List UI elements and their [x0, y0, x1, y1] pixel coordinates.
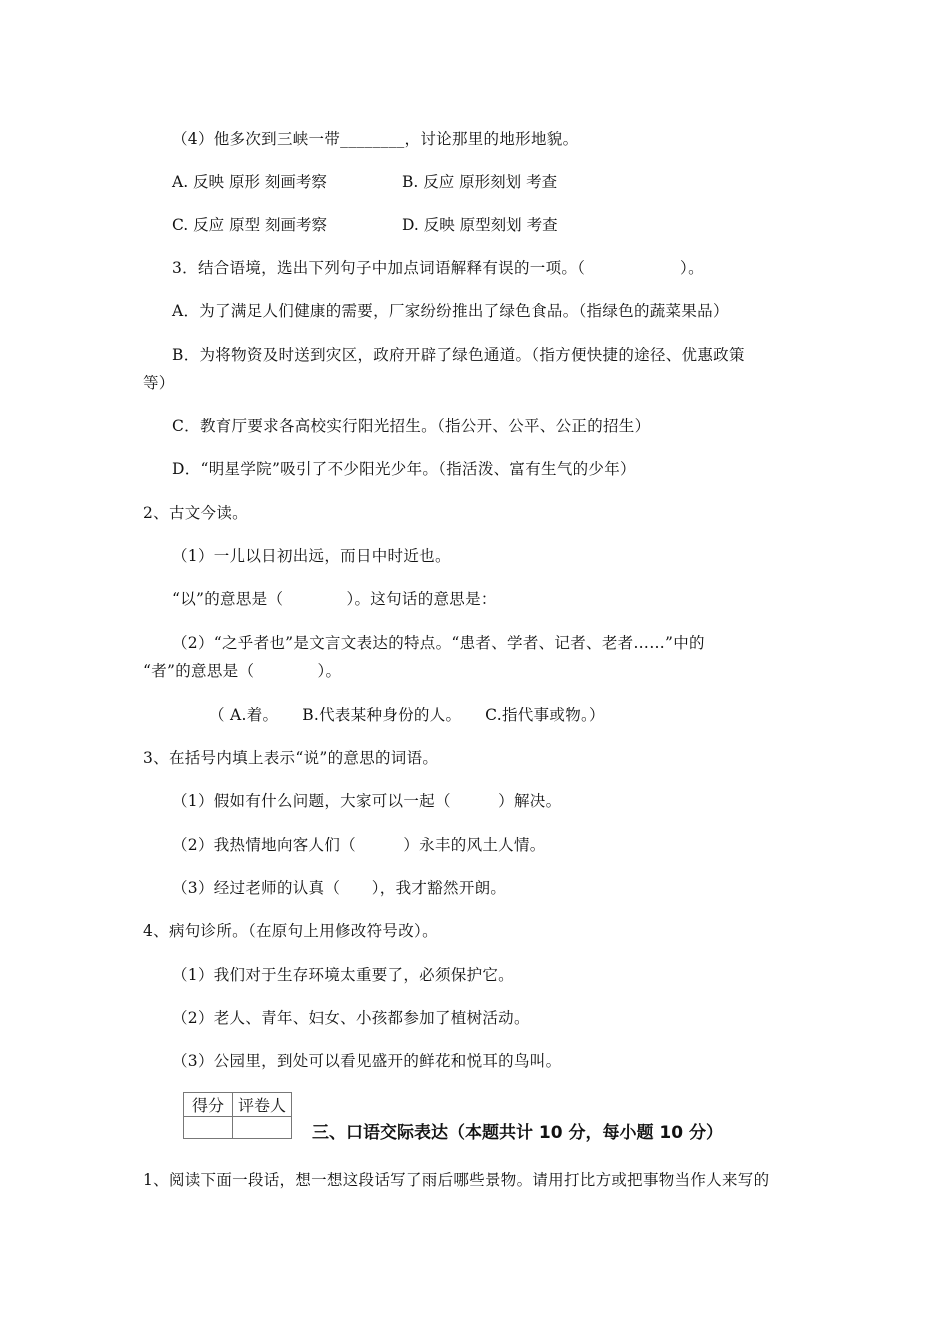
q3-option-b-line1: B．为将物资及时送到灾区，政府开辟了绿色通道。（指方便快捷的途径、优惠政策: [172, 346, 745, 364]
grader-header: 评卷人: [233, 1093, 292, 1117]
section-2-title: 2、古文今读。: [143, 504, 248, 522]
s2-line-1: （1）一儿以日初出远，而日中时近也。: [172, 547, 451, 565]
q3-option-b-line2: 等）: [143, 374, 175, 392]
option-c: C. 反应 原型 刻画考察: [172, 216, 328, 234]
q3-option-a: A．为了满足人们健康的需要，厂家纷纷推出了绿色食品。（指绿色的蔬菜果品）: [172, 302, 729, 320]
section-3-title: 3、在括号内填上表示“说”的意思的词语。: [143, 749, 439, 767]
s2-line-2: “以”的意思是（ ）。这句话的意思是：: [172, 590, 497, 608]
score-header: 得分: [184, 1093, 233, 1117]
s4-line-2: （2）老人、青年、妇女、小孩都参加了植树活动。: [172, 1009, 530, 1027]
score-cell: [184, 1117, 233, 1139]
s4-line-3: （3）公园里，到处可以看见盛开的鲜花和悦耳的鸟叫。: [172, 1052, 562, 1070]
grader-cell: [233, 1117, 292, 1139]
s3-line-1: （1）假如有什么问题，大家可以一起（ ）解决。: [172, 792, 562, 810]
section-heading: 三、口语交际表达（本题共计 10 分，每小题 10 分）: [312, 1123, 723, 1143]
option-a: A. 反映 原形 刻画考察: [172, 173, 327, 191]
s3-line-3: （3）经过老师的认真（ ），我才豁然开朗。: [172, 879, 507, 897]
s4-line-1: （1）我们对于生存环境太重要了，必须保护它。: [172, 966, 514, 984]
question-3-stem: 3．结合语境，选出下列句子中加点词语解释有误的一项。（ ）。: [172, 259, 704, 277]
q3-option-d: D．“明星学院”吸引了不少阳光少年。（指活泼、富有生气的少年）: [172, 460, 636, 478]
question-1-text: 1、阅读下面一段话，想一想这段话写了雨后哪些景物。请用打比方或把事物当作人来写的: [143, 1171, 770, 1189]
q3-option-c: C．教育厅要求各高校实行阳光招生。（指公开、公平、公正的招生）: [172, 417, 651, 435]
s2-line-4: “者”的意思是（ ）。: [143, 662, 342, 680]
score-table: [183, 1092, 292, 1139]
option-d: D. 反映 原型刻划 考查: [402, 216, 558, 234]
s3-line-2: （2）我热情地向客人们（ ）永丰的风土人情。: [172, 836, 546, 854]
s2-line-5: （ A.着。 B.代表某种身份的人。 C.指代事或物。）: [209, 706, 605, 724]
section-4-title: 4、病句诊所。（在原句上用修改符号改）。: [143, 922, 438, 940]
s2-line-3: （2）“之乎者也”是文言文表达的特点。“患者、学者、记者、老者……”中的: [172, 634, 705, 652]
option-b: B. 反应 原形刻划 考查: [402, 173, 558, 191]
question-4-stem: （4）他多次到三峡一带________，讨论那里的地形地貌。: [172, 130, 579, 148]
